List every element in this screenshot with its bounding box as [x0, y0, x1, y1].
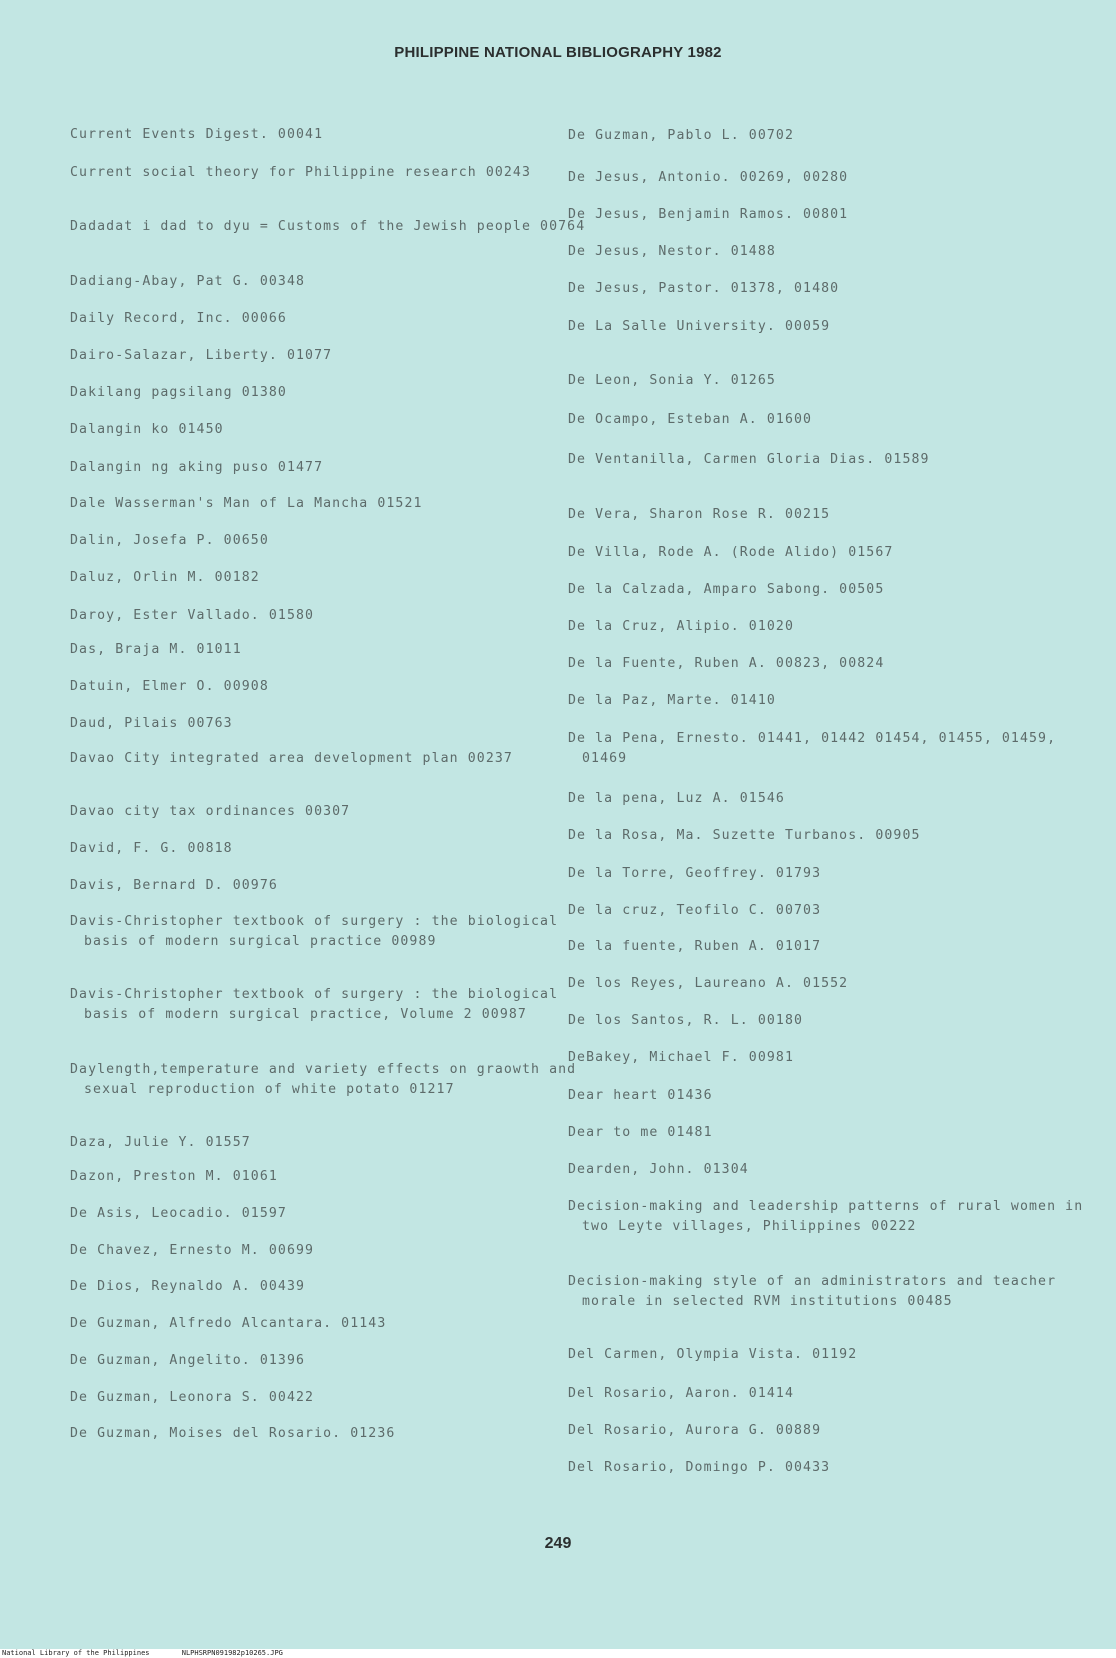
index-entry: De Guzman, Angelito. 01396	[70, 1353, 306, 1368]
index-entry: De Jesus, Antonio. 00269, 00280	[568, 170, 849, 185]
index-entry: Decision-making and leadership patterns of rural women in two Leyte villages, Philippines 00222	[568, 1199, 1093, 1234]
index-entry: De Jesus, Benjamin Ramos. 00801	[568, 207, 849, 222]
index-entry: Davis-Christopher textbook of surgery : the biological basis of modern surgical practice, Volume 2 00987	[70, 987, 568, 1022]
index-entry: De la cruz, Teofilo C. 00703	[568, 903, 822, 918]
page-title: PHILIPPINE NATIONAL BIBLIOGRAPHY 1982	[394, 44, 722, 61]
index-entry: Dalin, Josefa P. 00650	[70, 533, 269, 548]
footer-library: National Library of the Philippines	[2, 1649, 150, 1657]
index-entry: Davis, Bernard D. 00976	[70, 878, 278, 893]
index-entry: Daud, Pilais 00763	[70, 716, 233, 731]
index-entry: Del Carmen, Olympia Vista. 01192	[568, 1347, 858, 1362]
index-entry: Daily Record, Inc. 00066	[70, 311, 287, 326]
index-entry: Del Rosario, Aaron. 01414	[568, 1386, 794, 1401]
index-entry: De Asis, Leocadio. 01597	[70, 1206, 287, 1221]
index-entry: De Leon, Sonia Y. 01265	[568, 373, 776, 388]
footer-bar	[0, 1649, 1116, 1658]
index-entry: Davao city tax ordinances 00307	[70, 804, 351, 819]
index-entry: De Guzman, Leonora S. 00422	[70, 1390, 315, 1405]
index-entry: De la Calzada, Amparo Sabong. 00505	[568, 582, 885, 597]
index-entry: De la Fuente, Ruben A. 00823, 00824	[568, 656, 885, 671]
index-entry: De Chavez, Ernesto M. 00699	[70, 1243, 315, 1258]
index-entry: De la Paz, Marte. 01410	[568, 693, 776, 708]
index-entry: Del Rosario, Domingo P. 00433	[568, 1460, 831, 1475]
index-entry: Dadadat i dad to dyu = Customs of the Jewish people 00764	[70, 219, 586, 234]
index-entry: De los Reyes, Laureano A. 01552	[568, 976, 849, 991]
index-entry: Dairo-Salazar, Liberty. 01077	[70, 348, 333, 363]
index-entry: De Vera, Sharon Rose R. 00215	[568, 507, 831, 522]
index-entry: Dale Wasserman's Man of La Mancha 01521	[70, 496, 423, 511]
index-entry: Del Rosario, Aurora G. 00889	[568, 1423, 822, 1438]
index-entry: De Jesus, Pastor. 01378, 01480	[568, 281, 840, 296]
index-entry: De Jesus, Nestor. 01488	[568, 244, 776, 259]
footer-file: NLPHSRPN091982p10265.JPG	[181, 1649, 283, 1657]
index-entry: De la Rosa, Ma. Suzette Turbanos. 00905	[568, 828, 921, 843]
index-entry: De la Torre, Geoffrey. 01793	[568, 866, 822, 881]
index-entry: De la Cruz, Alipio. 01020	[568, 619, 794, 634]
index-entry: Daroy, Ester Vallado. 01580	[70, 608, 315, 623]
index-entry: Davao City integrated area development plan 00237	[70, 751, 513, 766]
index-entry: De Villa, Rode A. (Rode Alido) 01567	[568, 545, 894, 560]
index-entry: De la Pena, Ernesto. 01441, 01442 01454, 01455, 01459, 01469	[568, 731, 1066, 766]
page-number: 249	[544, 1535, 572, 1552]
index-entry: Dear to me 01481	[568, 1125, 713, 1140]
index-entry: Davis-Christopher textbook of surgery : the biological basis of modern surgical practice 00989	[70, 914, 568, 949]
index-entry: De Guzman, Moises del Rosario. 01236	[70, 1426, 396, 1441]
index-entry: Dalangin ko 01450	[70, 422, 224, 437]
index-entry: Dearden, John. 01304	[568, 1162, 749, 1177]
index-entry: De La Salle University. 00059	[568, 319, 831, 334]
index-entry: De los Santos, R. L. 00180	[568, 1013, 804, 1028]
index-entry: Datuin, Elmer O. 00908	[70, 679, 269, 694]
index-entry: De Dios, Reynaldo A. 00439	[70, 1279, 306, 1294]
index-entry: David, F. G. 00818	[70, 841, 233, 856]
index-entry: Dear heart 01436	[568, 1088, 713, 1103]
index-entry: Dazon, Preston M. 01061	[70, 1169, 278, 1184]
index-entry: De Guzman, Pablo L. 00702	[568, 128, 794, 143]
index-entry: Dakilang pagsilang 01380	[70, 385, 287, 400]
index-entry: Dadiang-Abay, Pat G. 00348	[70, 274, 306, 289]
index-entry: Daylength,temperature and variety effects on graowth and sexual reproduction of white potato 01217	[70, 1062, 586, 1097]
index-entry: Current social theory for Philippine research 00243	[70, 165, 532, 180]
index-entry: Decision-making style of an administrators and teacher morale in selected RVM institutions 00485	[568, 1274, 1066, 1309]
index-entry: Das, Braja M. 01011	[70, 642, 242, 657]
index-entry: Daluz, Orlin M. 00182	[70, 570, 260, 585]
index-entry: Daza, Julie Y. 01557	[70, 1135, 251, 1150]
index-entry: DeBakey, Michael F. 00981	[568, 1050, 794, 1065]
index-entry: Dalangin ng aking puso 01477	[70, 460, 324, 475]
index-entry: De Ocampo, Esteban A. 01600	[568, 412, 813, 427]
index-entry: De Ventanilla, Carmen Gloria Dias. 01589	[568, 452, 930, 467]
index-entry: De la fuente, Ruben A. 01017	[568, 939, 822, 954]
index-entry: De Guzman, Alfredo Alcantara. 01143	[70, 1316, 387, 1331]
index-entry: Current Events Digest. 00041	[70, 127, 324, 142]
index-entry: De la pena, Luz A. 01546	[568, 791, 785, 806]
